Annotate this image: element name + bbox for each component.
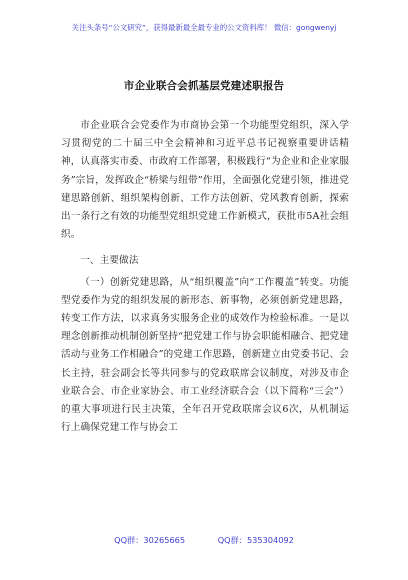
- footer-qq-groups: [40, 535, 368, 546]
- header-notice: 关注头条号“公文研究”，获得最新最全最专业的公文资料库！ 微信：gongwenyj: [71, 23, 337, 32]
- footer-qq-group-1: QQ群：30265665: [114, 535, 186, 545]
- document-title: 市企业联合会抓基层党建述职报告: [123, 80, 285, 92]
- footer-qq-group-2: QQ群：535304092: [217, 535, 294, 545]
- section-heading: 一、主要做法: [80, 255, 139, 267]
- intro-paragraph: 市企业联合会党委作为市商协会第一个功能型党组织，深入学习贯彻党的二十届三中全会精神和习近平总书记视察重要讲话精神，认真落实市委、市政府工作部署，积极践行“为企业和企业家服务”宗旨，发挥政企“桥梁与纽带”作用，全面强化党建引领，推进党建思路创新、组织架构创新、工作方法创新、党风教育创新，探索出一条行之有效的功能型党组织党建工作新模式，获批市5A社会组织。: [61, 120, 349, 241]
- document-body: [61, 117, 349, 437]
- body-paragraph: （一）创新党建思路，从“组织覆盖”向“工作覆盖”转变。功能型党委作为党的组织发展的新形态、新事物，必须创新党建思路，转变工作方法，以求真务实服务企业的成效作为检验标准。一是以理念创新推动机制创新坚持“把党建工作与协会职能相融合、把党建活动与业务工作相融合”的党建工作思路，创新建立由党委书记、会长主持，驻会副会长等共同参与的党政联席会议制度，对涉及市企业联合会、市企业家协会、市工业经济联合会（以下简称“三会”）的重大事项进行民主决策，全年召开党政联席会议6次，从机制运行上确保党建工作与协会工: [61, 276, 349, 434]
